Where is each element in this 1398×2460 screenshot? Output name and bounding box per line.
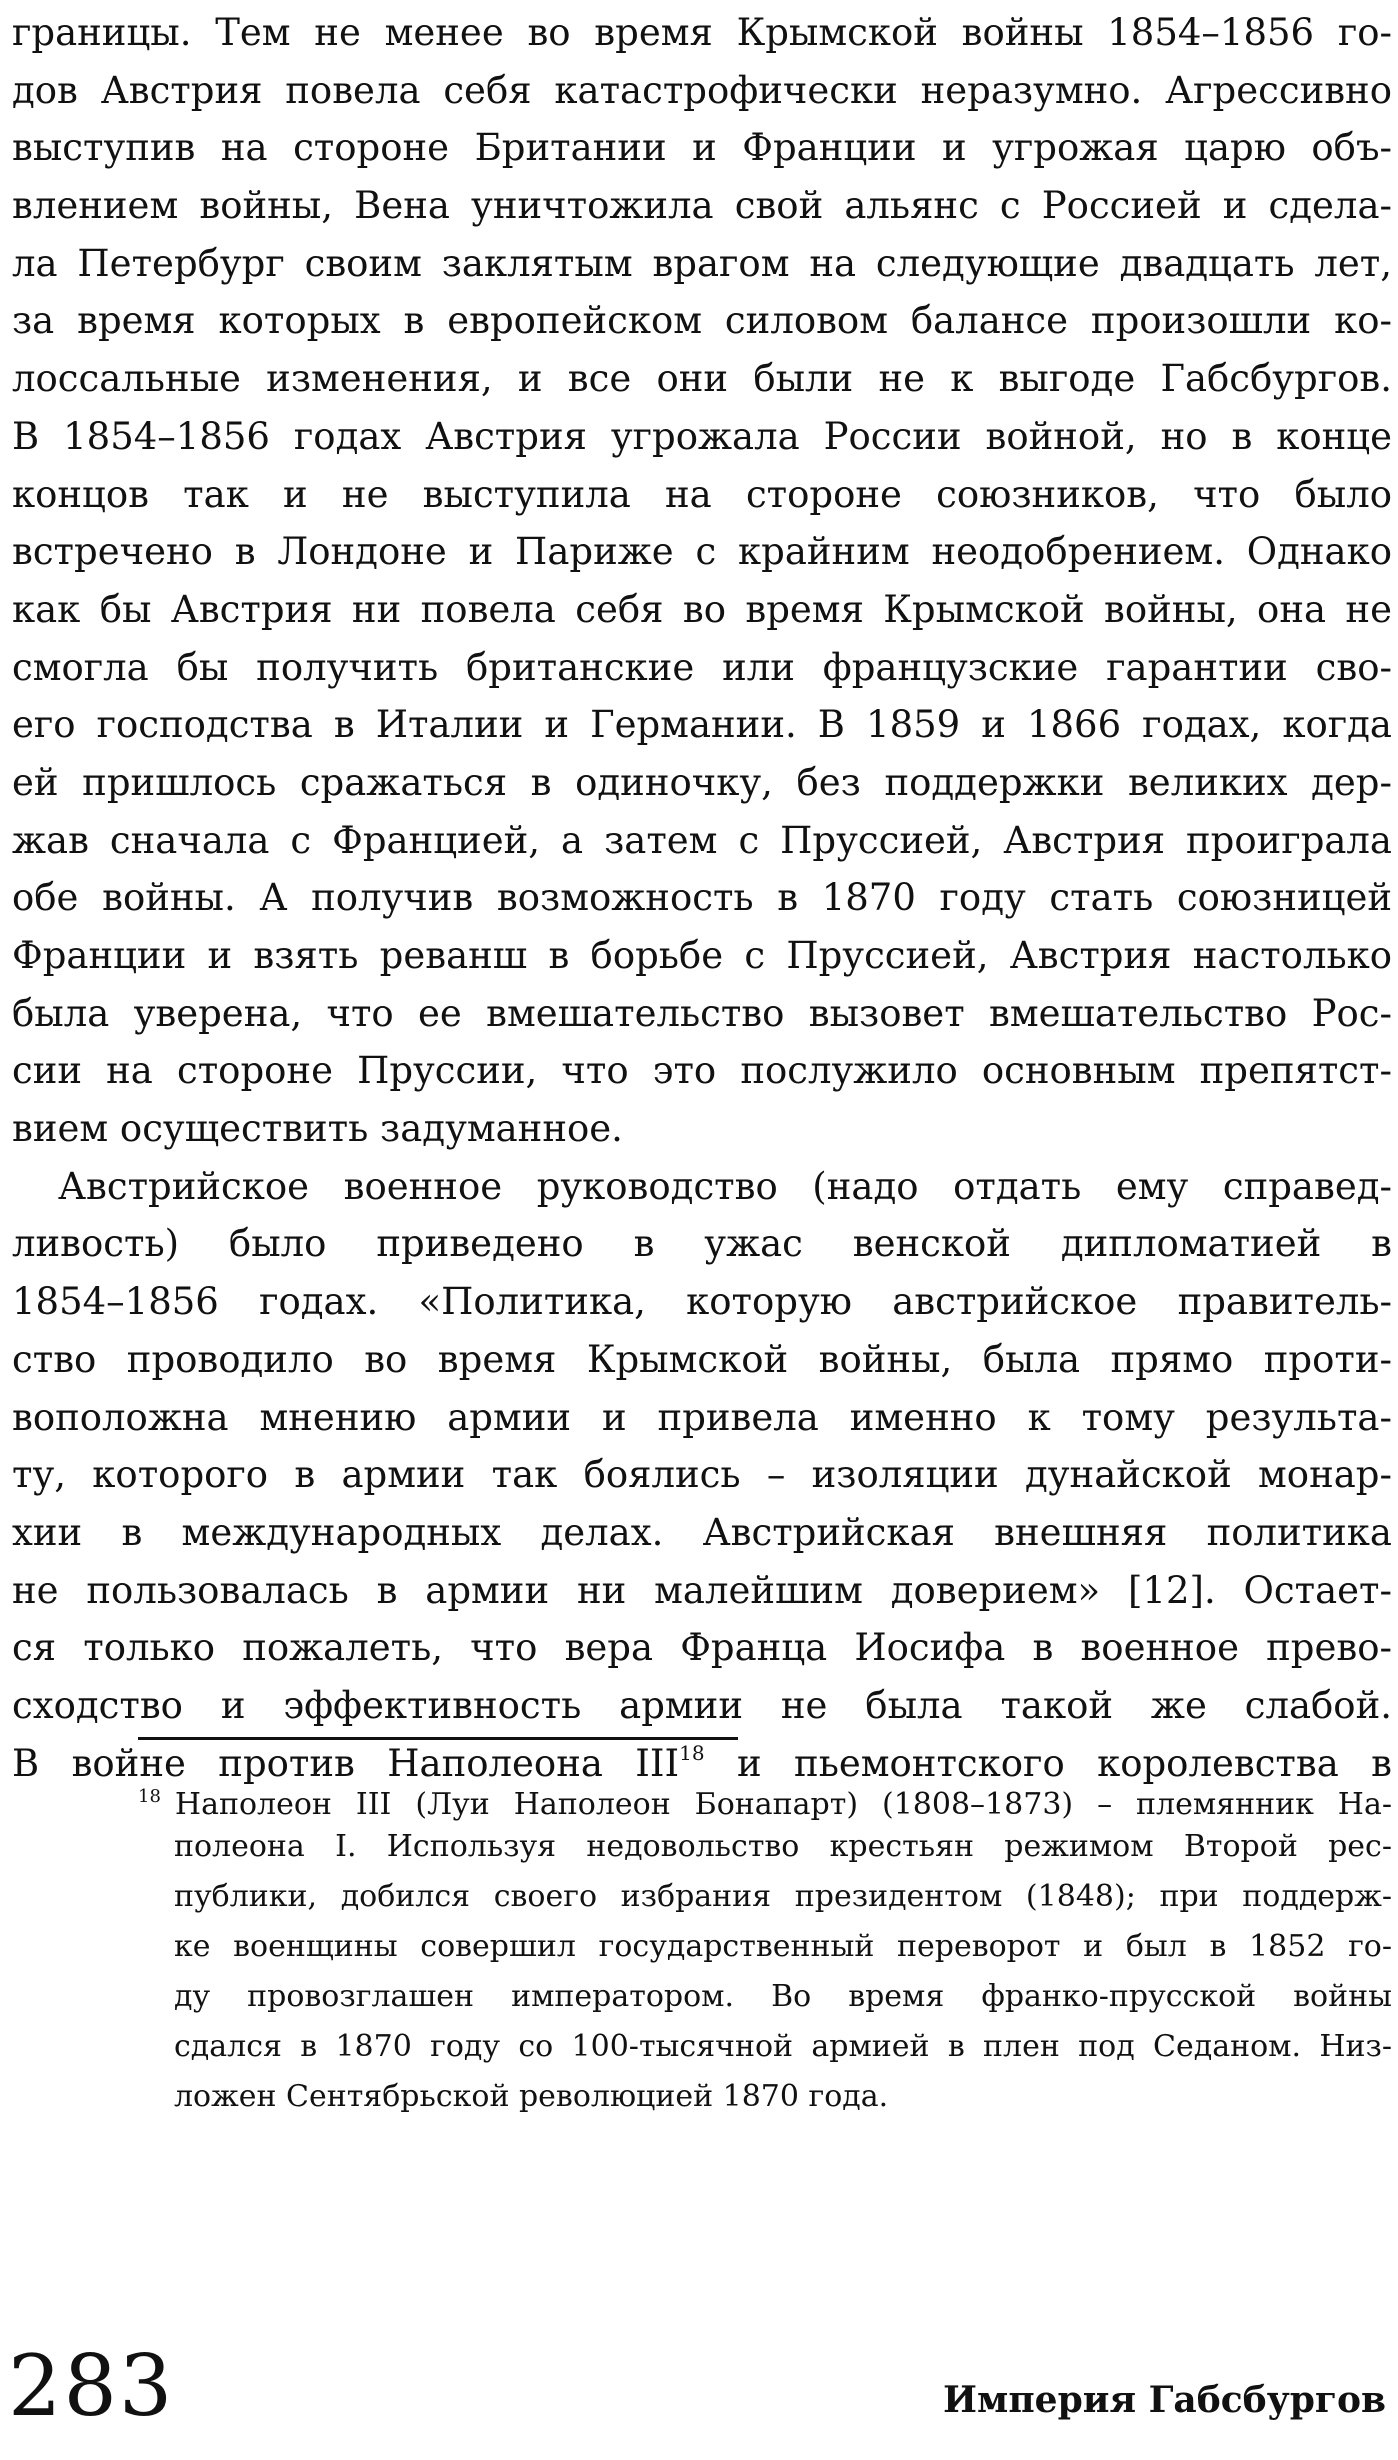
text-line: выступив на стороне Британии и Франции и угрожая царю объ- — [12, 126, 1392, 170]
text-line: ту, которого в армии так боялись – изоляции дунайской монар- — [12, 1453, 1392, 1497]
text-line: Австрийское военное руководство (надо отдать ему справед- — [58, 1164, 1392, 1208]
text-line: ла Петербург своим заклятым врагом на следующие двадцать лет, — [12, 241, 1392, 285]
text-line: хии в международных делах. Австрийская внешняя политика — [12, 1510, 1392, 1554]
text-line: была уверена, что ее вмешательство вызовет вмешательство Рос- — [12, 991, 1392, 1035]
text-line: влением войны, Вена уничтожила свой альянс с Россией и сдела- — [12, 184, 1392, 228]
text-line: ливость) было приведено в ужас венской дипломатией в — [12, 1222, 1392, 1266]
text-line: как бы Австрия ни повела себя во время Крымской войны, она не — [12, 587, 1392, 631]
text-line: сходство и эффективность армии не была такой же слабой. — [12, 1683, 1392, 1727]
text-line: дов Австрия повела себя катастрофически неразумно. Агрессивно — [12, 68, 1392, 112]
text-line: границы. Тем не менее во время Крымской войны 1854–1856 го- — [12, 11, 1392, 54]
footnote-line: ложен Сентябрьской революцией 1870 года. — [174, 2079, 889, 2114]
main-text — [12, 4, 1392, 1792]
footnote-separator — [138, 1737, 738, 1740]
text-fragment: и пьемонтского королевства в — [704, 1741, 1392, 1785]
text-line: встречено в Лондоне и Париже с крайним неодобрением. Однако — [12, 530, 1392, 574]
footnote-marker: 18 — [138, 1786, 161, 1807]
footnote-line: полеона I. Используя недовольство крестьян режимом Второй рес- — [174, 1829, 1392, 1864]
text-line: ство проводило во время Крымской войны, была прямо проти- — [12, 1337, 1392, 1381]
text-line: В 1854–1856 годах Австрия угрожала России войной, но в конце — [12, 414, 1392, 458]
text-line: смогла бы получить британские или французские гарантии сво- — [12, 645, 1392, 689]
text-line: концов так и не выступила на стороне союзников, что было — [12, 472, 1392, 516]
text-line: сии на стороне Пруссии, что это послужило основным препятст- — [12, 1049, 1392, 1093]
text-line: ся только пожалеть, что вера Франца Иосифа в военное прево- — [12, 1626, 1392, 1670]
footnote-text: Наполеон III (Луи Наполеон Бонапарт) (1808–1873) – племянник На- — [174, 1787, 1392, 1822]
text-line: его господства в Италии и Германии. В 1859 и 1866 годах, когда — [12, 703, 1392, 747]
page-number: 283 — [8, 2337, 175, 2435]
footnote — [138, 1772, 1392, 2122]
text-line: за время которых в европейском силовом балансе произошли ко- — [12, 299, 1392, 343]
text-line: воположна мнению армии и привела именно к тому результа- — [12, 1395, 1392, 1439]
text-line: лоссальные изменения, и все они были не к выгоде Габсбургов. — [12, 357, 1392, 401]
text-line: обе войны. А получив возможность в 1870 году стать союзницей — [12, 876, 1392, 920]
footnote-line: сдался в 1870 году со 100-тысячной армией в плен под Седаном. Низ- — [174, 2029, 1392, 2064]
footnote-line: ке военщины совершил государственный переворот и был в 1852 го- — [174, 1929, 1392, 1964]
text-line: ей пришлось сражаться в одиночку, без поддержки великих дер- — [12, 760, 1392, 804]
running-title: Империя Габсбургов — [943, 2379, 1386, 2421]
footnote-line — [138, 1772, 1392, 1822]
text-line: Франции и взять реванш в борьбе с Пруссией, Австрия настолько — [12, 934, 1392, 977]
text-line: 1854–1856 годах. «Политика, которую австрийское правитель- — [12, 1280, 1392, 1324]
text-line: жав сначала с Францией, а затем с Пруссией, Австрия проиграла — [12, 818, 1392, 862]
text-fragment: В войне против Наполеона III — [12, 1741, 680, 1785]
text-line: вием осуществить задуманное. — [12, 1107, 623, 1151]
footnote-line: публики, добился своего избрания президентом (1848); при поддерж- — [174, 1879, 1392, 1914]
text-line: не пользовалась в армии ни малейшим доверием» [12]. Остает- — [12, 1568, 1392, 1612]
footnote-reference[interactable]: 18 — [679, 1740, 705, 1765]
footnote-line: ду провозглашен императором. Во время франко-прусской войны — [174, 1979, 1392, 2014]
